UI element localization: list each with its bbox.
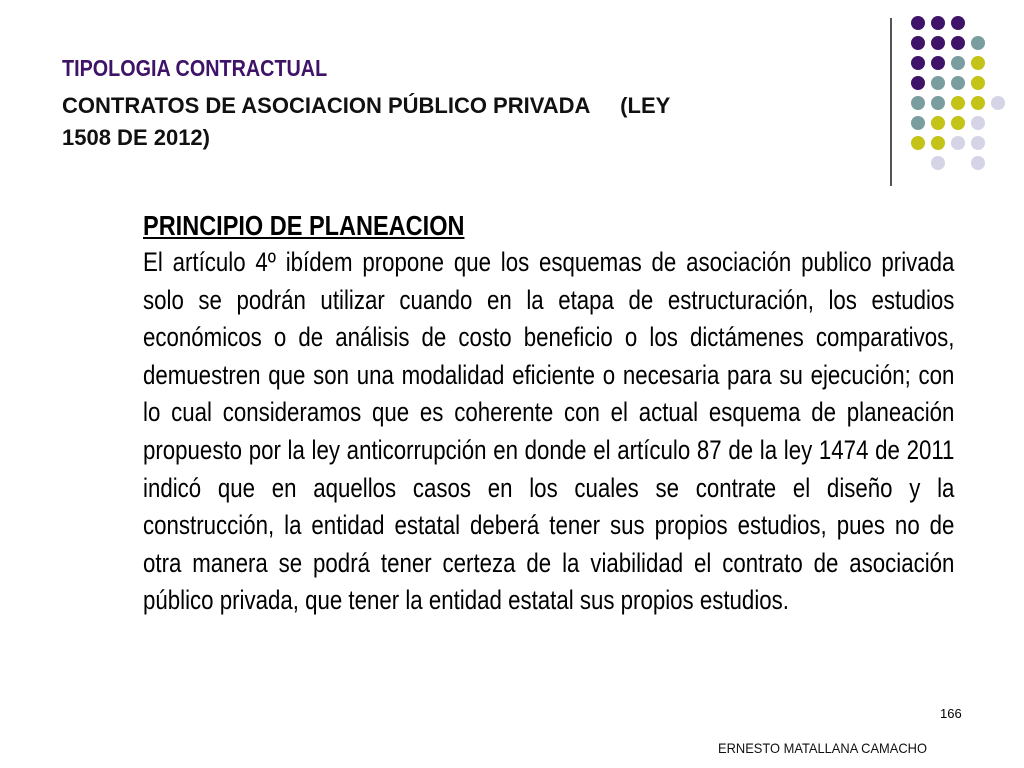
dot [911,76,925,90]
body-paragraph: El artículo 4º ibídem propone que los esquemas de asociación publico privada solo se podrán utilizar cuando en la etapa de estructuración, los estudios económicos o de análisis de costo beneficio o los dictámenes comparativos, demuestren que son una modalidad eficiente o necesaria para su ejecución; con lo cual consideramos que es coherente con el actual esquema de planeación propuesto por la ley anticorrupción en donde el artículo 87 de la ley 1474 de 2011 indicó que en aquellos casos en los cuales se contrate el diseño y la construcción, la entidad estatal deberá tener sus propios estudios, pues no de otra manera se podrá tener certeza de la viabilidad el contrato de asociación público privada, que tener la entidad estatal sus propios estudios. [143,247,955,616]
dot [951,116,965,130]
vertical-divider [890,18,892,186]
dot [971,76,985,90]
dot [951,76,965,90]
dot [951,16,965,30]
dot [951,36,965,50]
dot [931,116,945,130]
page-number: 166 [940,706,962,721]
slide-body [143,208,953,620]
dot [911,16,925,30]
dot [911,136,925,150]
section-kicker: TIPOLOGIA CONTRACTUAL [62,55,328,81]
dot [911,116,925,130]
dot [971,136,985,150]
dot [951,136,965,150]
dot [911,56,925,70]
slide-title-line-2: 1508 DE 2012) [62,125,210,150]
dot [971,156,985,170]
dot [931,56,945,70]
dot [951,56,965,70]
dot [931,36,945,50]
dot [911,96,925,110]
slide-title-line-1: CONTRATOS DE ASOCIACION PÚBLICO PRIVADA (LEY [62,93,671,118]
footer-author: ERNESTO MATALLANA CAMACHO [718,740,927,756]
dot [971,116,985,130]
dot [971,36,985,50]
dot [931,156,945,170]
dot [911,36,925,50]
section-heading: PRINCIPIO DE PLANEACION [143,210,465,241]
dot [931,16,945,30]
dot [971,96,985,110]
slide-title [62,90,852,154]
dot [931,96,945,110]
dot [951,96,965,110]
dot [971,56,985,70]
dot [931,76,945,90]
dot [991,96,1005,110]
paragraph-wrapper [143,244,954,620]
dot [931,136,945,150]
